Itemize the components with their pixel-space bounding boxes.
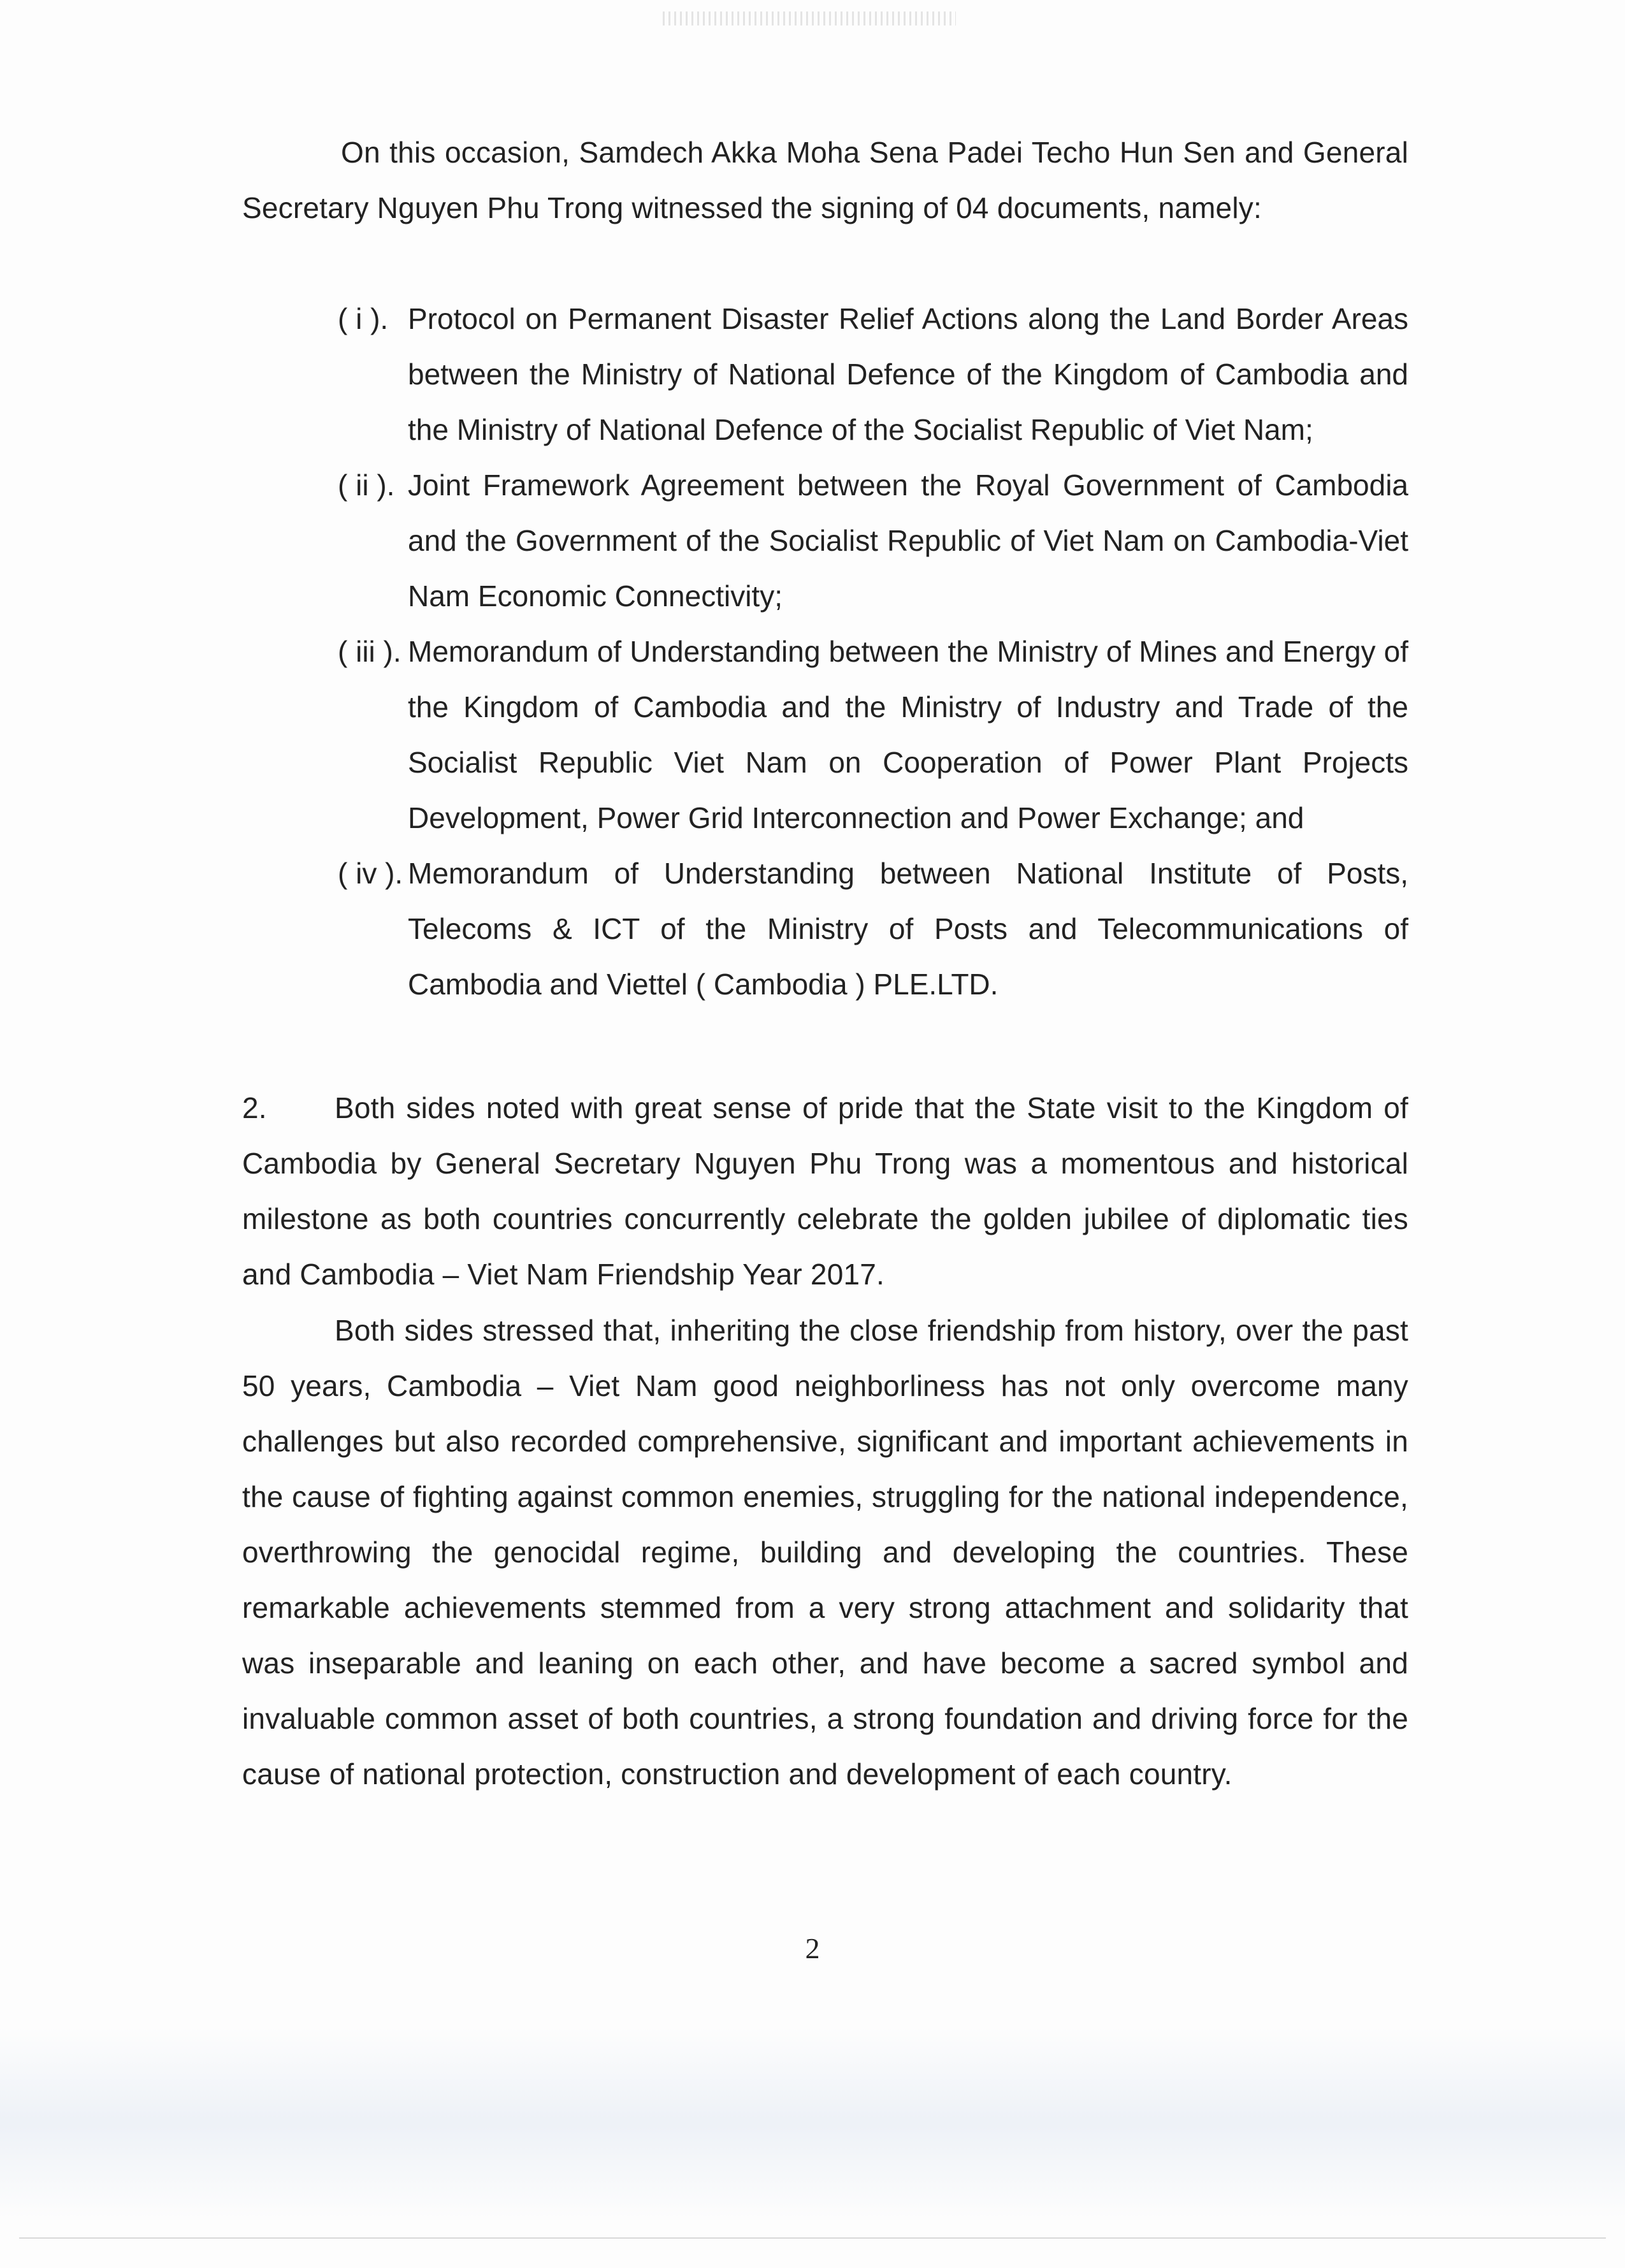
list-item-text: Memorandum of Understanding between the Ministry of Mines and Energy of the Kingdom of Cambodia and the Ministry of Industry and Trade of the Socialist Republic Viet Nam on Cooperation of Power Plant Projects Development, Power Grid Interconnection and Power Exchange; and xyxy=(408,635,1408,834)
list-item-marker: ( iii ). xyxy=(338,635,401,668)
list-item xyxy=(338,458,1408,624)
list-item-text: Protocol on Permanent Disaster Relief Actions along the Land Border Areas between the Ministry of National Defence of the Kingdom of Cambodia and the Ministry of National Defence of the Socialist Republic of Viet Nam; xyxy=(408,302,1408,446)
list-item xyxy=(338,624,1408,846)
section-2-paragraph xyxy=(242,1080,1408,1302)
signed-documents-list xyxy=(338,291,1408,1012)
list-item xyxy=(338,846,1408,1012)
body-paragraph: Both sides stressed that, inheriting the close friendship from history, over the past 50 years, Cambodia – Viet Nam good neighborliness has not only overcome many challenges but also recorded comprehensive, significant and important achievements in the cause of fighting against common enemies, struggling for the national independence, overthrowing the genocidal regime, building and developing the countries. These remarkable achievements stemmed from a very strong attachment and solidarity that was inseparable and leaning on each other, and have become a sacred symbol and invaluable common asset of both countries, a strong foundation and driving force for the cause of national protection, construction and development of each country. xyxy=(242,1314,1408,1791)
list-item xyxy=(338,291,1408,458)
section-number: 2. xyxy=(242,1091,267,1124)
list-item-marker: ( iv ). xyxy=(338,857,403,890)
intro-paragraph: On this occasion, Samdech Akka Moha Sena Padei Techo Hun Sen and General Secretary Nguyen Phu Trong witnessed the signing of 04 documents, namely: xyxy=(242,136,1408,224)
page-edge-line xyxy=(19,2237,1606,2239)
scan-artifact xyxy=(663,11,956,25)
section-2-text: Both sides noted with great sense of pride that the State visit to the Kingdom of Cambodia by General Secretary Nguyen Phu Trong was a momentous and historical milestone as both countries concurrently celebrate the golden jubilee of diplomatic ties and Cambodia – Viet Nam Friendship Year 2017. xyxy=(242,1091,1408,1291)
list-item-marker: ( ii ). xyxy=(338,469,395,502)
list-item-text: Memorandum of Understanding between National Institute of Posts, Telecoms & ICT of the Ministry of Posts and Telecommunications of Cambodia and Viettel ( Cambodia ) PLE.LTD. xyxy=(408,857,1408,1001)
list-item-marker: ( i ). xyxy=(338,302,389,335)
page-number: 2 xyxy=(805,1932,820,1965)
list-item-text: Joint Framework Agreement between the Royal Government of Cambodia and the Government of the Socialist Republic of Viet Nam on Cambodia-Viet Nam Economic Connectivity; xyxy=(408,469,1408,613)
scan-tint xyxy=(0,2027,1625,2218)
